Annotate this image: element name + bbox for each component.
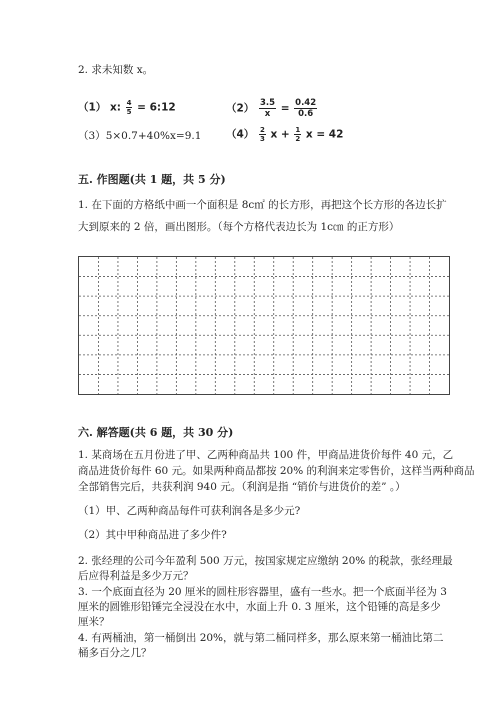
grid-lines [79, 257, 449, 394]
section-5-heading: 五. 作图题(共 1 题，共 5 分) [78, 173, 226, 186]
equation-1-left: x: [109, 101, 121, 114]
section-6-question-3-line-2: 厘米的圆锥形铅锤完全浸没在水中，水面上升 0. 3 厘米，这个铅锤的高是多少 [78, 601, 441, 613]
equation-2-fraction-left [259, 98, 276, 119]
equation-3-label: （3） [78, 130, 106, 142]
fraction-denominator: 5 [126, 108, 132, 116]
equation-4-label: （4） [226, 128, 255, 141]
equation-4-fraction-2 [294, 126, 301, 143]
equation-2-label: （2） [226, 102, 255, 115]
fraction-numerator: 0.42 [295, 98, 317, 108]
fraction-numerator: 1 [295, 126, 301, 134]
section-6-question-2-line-1: 2. 张经理的公司今年盈利 500 万元，按国家规定应缴纳 20% 的税款，张经理最 [78, 555, 453, 567]
equation-2-equals: = [280, 102, 290, 115]
equation-2-fraction-right [294, 98, 317, 119]
fraction-denominator: 2 [295, 135, 301, 143]
section-6-question-1-sub-2: （2）其中甲种商品进了多少件? [78, 529, 227, 541]
equation-4-fraction-1 [259, 126, 266, 143]
section-6-question-1-line-3: 全部销售完后，共获利润 940 元。（利润是指 “销价与进货价的差” 。） [78, 481, 406, 493]
equation-1-label: （1） [78, 101, 107, 114]
equation-4-middle: x + [270, 128, 290, 141]
equation-3-text: 5×0.7+40%x=9.1 [105, 130, 202, 142]
equation-1 [78, 99, 176, 116]
section-6-question-1-line-2: 商品进货价每件 60 元。如果两种商品都按 20% 的利润来定零售价，这样当两种商品 [78, 465, 475, 477]
section-6-question-1-line-1: 1. 某商场在五月份进了甲、乙两种商品共 100 件，甲商品进货价每件 40 元，乙 [78, 449, 454, 461]
grid-paper[interactable] [78, 256, 450, 395]
fraction-numerator: 2 [259, 126, 265, 134]
fraction-denominator: x [264, 109, 271, 119]
equation-4 [226, 126, 343, 143]
section-6-question-4-line-1: 4. 有两桶油，第一桶倒出 20%，就与第二桶同样多，那么原来第一桶油比第二 [78, 632, 444, 644]
section-6-question-3-line-1: 3. 一个底面直径为 20 厘米的圆柱形容器里，盛有一些水。把一个底面半径为 3 [78, 586, 447, 598]
equation-2 [226, 98, 318, 119]
equation-4-end: x = 42 [305, 128, 344, 141]
section-6-question-4-line-2: 桶多百分之几？ [78, 647, 152, 659]
fraction-denominator: 3 [259, 135, 265, 143]
fraction-numerator: 3.5 [259, 98, 276, 108]
equation-1-fraction [126, 99, 133, 116]
fraction-numerator: 4 [126, 99, 132, 107]
question-2-title: 2. 求未知数 x。 [78, 64, 154, 76]
section-6-question-2-line-2: 后应得利益是多少万元？ [78, 570, 194, 582]
equation-3 [78, 128, 201, 143]
section-6-question-1-sub-1: （1）甲、乙两种商品每件可获利润各是多少元? [78, 505, 301, 517]
section-5-question-1-line-1: 1. 在下面的方格纸中画一个面积是 8c㎡ 的长方形，再把这个长方形的各边长扩 [78, 199, 447, 211]
section-5-question-1-line-2: 大到原来的 2 倍，画出图形。（每个方格代表边长为 1c㎝ 的正方形） [78, 221, 400, 233]
equation-1-right: = 6:12 [137, 101, 176, 114]
section-6-question-3-line-3: 厘米？ [78, 616, 110, 628]
section-6-heading: 六. 解答题(共 6 题，共 30 分) [78, 426, 234, 439]
fraction-denominator: 0.6 [298, 109, 314, 119]
